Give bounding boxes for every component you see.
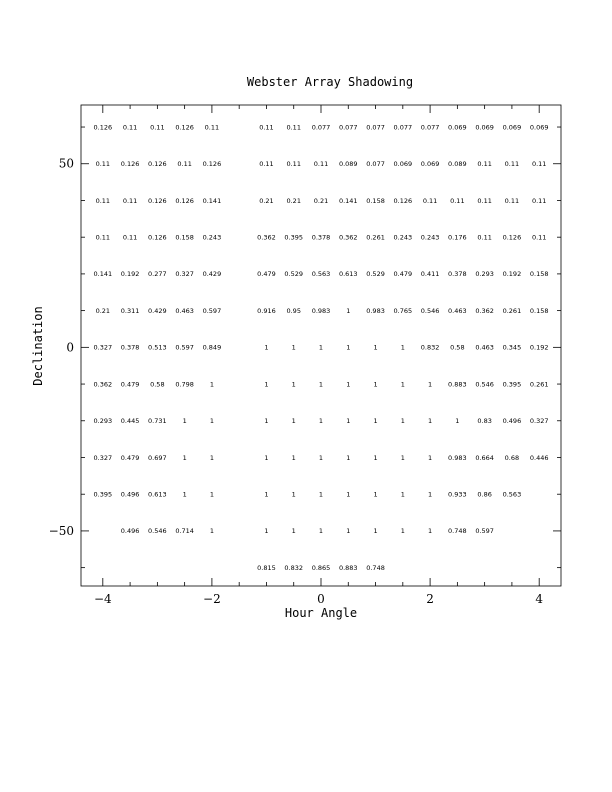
cell-value: 0.21 (95, 306, 111, 315)
cell-value: 0.479 (393, 270, 413, 279)
cell-value: 0.546 (420, 306, 440, 315)
cell-value: 1 (291, 417, 296, 426)
cell-value: 0.748 (366, 563, 385, 572)
cell-value: 0.327 (93, 343, 113, 352)
cell-value: 0.243 (420, 233, 440, 242)
cell-value: 0.176 (448, 233, 467, 242)
cell-value: 0.463 (475, 343, 494, 352)
cell-value: 0.378 (448, 270, 467, 279)
cell-value: 1 (182, 490, 187, 499)
cell-value: 0.069 (448, 123, 467, 132)
cell-value: 0.192 (120, 270, 140, 279)
cell-value: 1 (291, 527, 296, 536)
cell-value: 0.077 (366, 160, 385, 169)
cell-value: 1 (291, 343, 296, 352)
cell-value: 0.11 (504, 160, 520, 169)
cell-value: 0.883 (448, 380, 467, 389)
cell-value: 0.362 (257, 233, 276, 242)
cell-value: 0.11 (122, 123, 138, 132)
y-axis-label: Declination (31, 306, 45, 386)
cell-value: 0.446 (529, 453, 549, 462)
cell-value: 0.069 (393, 160, 413, 169)
cell-value: 0.11 (477, 160, 492, 169)
cell-value: 0.496 (502, 417, 522, 426)
cell-value: 0.21 (259, 196, 274, 205)
cell-value: 0.613 (338, 270, 358, 279)
cell-value: 1 (400, 417, 405, 426)
cell-value: 0.293 (93, 417, 113, 426)
cell-value: 0.077 (338, 123, 358, 132)
cell-value: 0.126 (93, 123, 113, 132)
cell-value: 0.11 (259, 160, 274, 169)
cell-value: 1 (291, 490, 296, 499)
cell-value: 0.069 (420, 160, 440, 169)
cell-value: 1 (209, 527, 214, 536)
cell-value: 0.362 (475, 306, 494, 315)
cell-value: 1 (373, 380, 378, 389)
cell-value: 0.11 (122, 196, 138, 205)
cell-value: 0.126 (148, 196, 167, 205)
cell-value: 0.563 (502, 490, 522, 499)
cell-value: 1 (373, 490, 378, 499)
cell-value: 1 (264, 343, 269, 352)
cell-value: 0.11 (150, 123, 165, 132)
cell-value: 0.126 (175, 196, 194, 205)
cell-value: 0.11 (177, 160, 192, 169)
cell-value: 0.983 (366, 306, 385, 315)
cell-value: 0.069 (529, 123, 549, 132)
cell-value: 0.293 (475, 270, 494, 279)
cell-value: 0.141 (202, 196, 222, 205)
cell-value: 0.077 (393, 123, 413, 132)
cell-value: 0.395 (502, 380, 522, 389)
cell-value: 1 (209, 490, 214, 499)
cell-value: 0.11 (286, 123, 301, 132)
cell-value: 1 (400, 380, 405, 389)
cell-value: 0.077 (366, 123, 385, 132)
x-tick-label: −2 (203, 592, 221, 606)
cell-value: 1 (209, 453, 214, 462)
cell-value: 0.158 (175, 233, 194, 242)
cell-value: 0.714 (175, 527, 194, 536)
cell-value: 0.243 (202, 233, 222, 242)
x-tick-label: 2 (426, 592, 434, 606)
cell-value: 0.11 (204, 123, 220, 132)
cell-value: 1 (428, 417, 433, 426)
cell-value: 0.597 (175, 343, 194, 352)
cell-value: 0.11 (531, 233, 547, 242)
cell-value: 1 (400, 527, 405, 536)
cell-value: 1 (346, 527, 351, 536)
y-tick-label: 50 (58, 156, 74, 171)
value-grid (94, 123, 549, 572)
cell-value: 0.445 (120, 417, 140, 426)
cell-value: 1 (264, 490, 269, 499)
cell-value: 0.362 (338, 233, 358, 242)
cell-value: 1 (318, 490, 324, 499)
cell-value: 1 (346, 343, 351, 352)
cell-value: 1 (264, 380, 269, 389)
cell-value: 1 (346, 417, 351, 426)
cell-value: 0.849 (202, 343, 222, 352)
cell-value: 0.277 (148, 270, 167, 279)
cell-value: 0.345 (502, 343, 522, 352)
cell-value: 0.077 (311, 123, 331, 132)
cell-value: 0.378 (311, 233, 331, 242)
cell-value: 1 (264, 417, 269, 426)
cell-value: 1 (182, 453, 187, 462)
cell-value: 1 (318, 417, 324, 426)
cell-value: 0.11 (122, 233, 138, 242)
cell-value: 0.933 (448, 490, 467, 499)
cell-value: 0.765 (393, 306, 413, 315)
cell-value: 1 (428, 490, 433, 499)
cell-value: 1 (209, 417, 214, 426)
cell-value: 0.479 (120, 453, 140, 462)
cell-value: 1 (318, 343, 324, 352)
cell-value: 1 (291, 380, 296, 389)
cell-value: 0.126 (393, 196, 413, 205)
cell-value: 0.141 (93, 270, 113, 279)
cell-value: 0.141 (338, 196, 358, 205)
cell-value: 0.11 (95, 233, 111, 242)
cell-value: 0.546 (148, 527, 167, 536)
cell-value: 0.429 (148, 306, 167, 315)
cell-value: 0.11 (477, 233, 492, 242)
cell-value: 1 (400, 343, 405, 352)
cell-value: 0.731 (148, 417, 167, 426)
cell-value: 0.11 (313, 160, 329, 169)
cell-value: 0.069 (475, 123, 494, 132)
cell-value: 0.327 (529, 417, 549, 426)
cell-value: 1 (428, 380, 433, 389)
cell-value: 0.11 (504, 196, 520, 205)
cell-value: 0.613 (148, 490, 167, 499)
cell-value: 0.513 (148, 343, 167, 352)
cell-value: 0.95 (286, 306, 301, 315)
cell-value: 0.68 (504, 453, 520, 462)
cell-value: 0.069 (502, 123, 522, 132)
cell-value: 0.815 (257, 563, 276, 572)
cell-value: 1 (400, 490, 405, 499)
cell-value: 0.916 (257, 306, 276, 315)
cell-value: 0.11 (531, 160, 547, 169)
cell-value: 0.58 (150, 380, 165, 389)
cell-value: 0.411 (420, 270, 440, 279)
cell-value: 1 (182, 417, 187, 426)
cell-value: 1 (346, 380, 351, 389)
cell-value: 1 (318, 380, 324, 389)
cell-value: 0.378 (120, 343, 140, 352)
cell-value: 0.11 (531, 196, 547, 205)
cell-value: 0.126 (175, 123, 194, 132)
cell-value: 0.697 (148, 453, 167, 462)
cell-value: 0.089 (338, 160, 358, 169)
cell-value: 0.126 (202, 160, 222, 169)
cell-value: 1 (455, 417, 460, 426)
cell-value: 0.529 (366, 270, 385, 279)
cell-value: 1 (373, 417, 378, 426)
x-tick-label: 0 (317, 592, 325, 606)
cell-value: 0.192 (529, 343, 549, 352)
cell-value: 0.11 (422, 196, 438, 205)
cell-value: 0.463 (175, 306, 194, 315)
cell-value: 0.983 (311, 306, 331, 315)
chart-title: Webster Array Shadowing (246, 75, 414, 89)
cell-value: 1 (373, 343, 378, 352)
cell-value: 0.798 (175, 380, 194, 389)
cell-value: 0.192 (502, 270, 522, 279)
cell-value: 0.261 (502, 306, 522, 315)
cell-value: 1 (291, 453, 296, 462)
cell-value: 0.077 (420, 123, 440, 132)
cell-value: 0.158 (529, 306, 549, 315)
cell-value: 0.11 (95, 160, 111, 169)
y-tick-label: 0 (66, 340, 74, 355)
y-tick-label: −50 (48, 523, 74, 538)
cell-value: 0.11 (450, 196, 465, 205)
x-tick-label: −4 (93, 592, 112, 606)
cell-value: 0.327 (175, 270, 194, 279)
cell-value: 0.11 (95, 196, 111, 205)
cell-value: 1 (346, 490, 351, 499)
cell-value: 0.261 (366, 233, 385, 242)
cell-value: 0.58 (450, 343, 465, 352)
x-tick-label: 4 (535, 592, 544, 606)
cell-value: 0.21 (286, 196, 301, 205)
cell-value: 0.11 (286, 160, 301, 169)
cell-value: 0.883 (338, 563, 358, 572)
cell-value: 0.865 (311, 563, 331, 572)
cell-value: 1 (209, 380, 214, 389)
cell-value: 1 (264, 453, 269, 462)
cell-value: 0.748 (448, 527, 467, 536)
cell-value: 0.395 (93, 490, 113, 499)
cell-value: 1 (318, 527, 324, 536)
cell-value: 0.327 (93, 453, 113, 462)
cell-value: 1 (428, 527, 433, 536)
cell-value: 0.158 (366, 196, 385, 205)
cell-value: 0.243 (393, 233, 413, 242)
cell-value: 0.664 (475, 453, 494, 462)
cell-value: 0.362 (93, 380, 113, 389)
cell-value: 1 (373, 453, 378, 462)
cell-value: 0.089 (448, 160, 467, 169)
cell-value: 0.83 (477, 417, 492, 426)
cell-value: 1 (346, 306, 351, 315)
cell-value: 0.11 (259, 123, 274, 132)
cell-value: 0.311 (120, 306, 140, 315)
x-axis-label: Hour Angle (284, 606, 358, 620)
cell-value: 1 (346, 453, 351, 462)
cell-value: 0.479 (257, 270, 276, 279)
cell-value: 0.597 (475, 527, 494, 536)
cell-value: 0.21 (313, 196, 329, 205)
cell-value: 0.597 (202, 306, 222, 315)
cell-value: 0.126 (148, 233, 167, 242)
cell-value: 0.261 (529, 380, 549, 389)
cell-value: 0.463 (448, 306, 467, 315)
cell-value: 0.832 (284, 563, 304, 572)
cell-value: 0.479 (120, 380, 140, 389)
cell-value: 0.529 (284, 270, 304, 279)
cell-value: 0.429 (202, 270, 222, 279)
cell-value: 0.983 (448, 453, 467, 462)
cell-value: 1 (428, 453, 433, 462)
cell-value: 0.496 (120, 527, 140, 536)
cell-value: 0.158 (529, 270, 549, 279)
cell-value: 0.395 (284, 233, 304, 242)
cell-value: 0.11 (477, 196, 492, 205)
cell-value: 0.496 (120, 490, 140, 499)
cell-value: 0.546 (475, 380, 494, 389)
cell-value: 0.126 (148, 160, 167, 169)
cell-value: 0.86 (477, 490, 492, 499)
cell-value: 1 (318, 453, 324, 462)
cell-value: 0.126 (502, 233, 522, 242)
cell-value: 1 (264, 527, 269, 536)
cell-value: 1 (400, 453, 405, 462)
cell-value: 0.832 (420, 343, 440, 352)
cell-value: 0.563 (311, 270, 331, 279)
cell-value: 0.126 (120, 160, 140, 169)
cell-value: 1 (373, 527, 378, 536)
